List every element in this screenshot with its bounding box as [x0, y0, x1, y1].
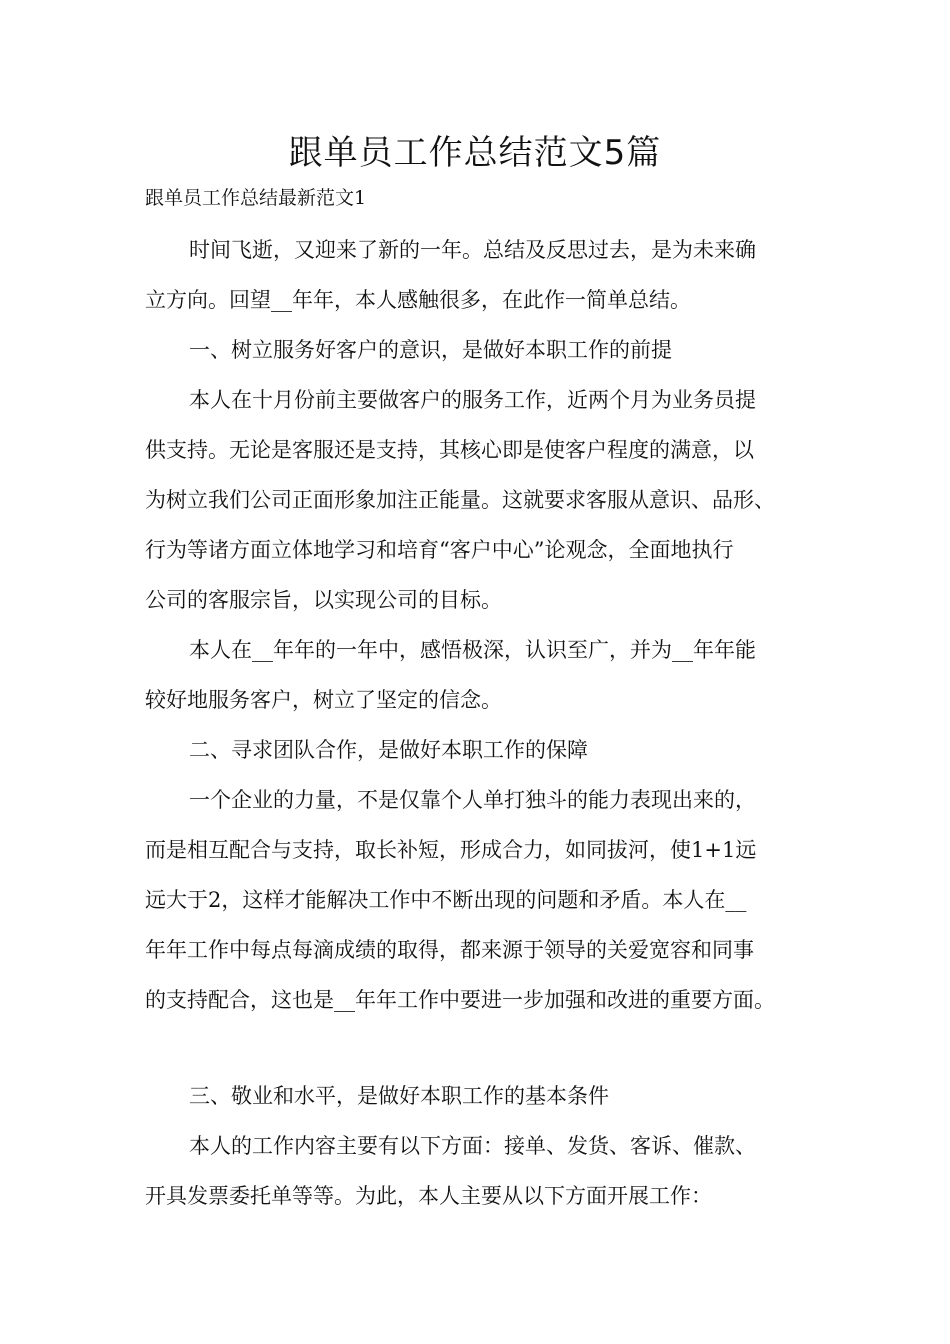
- body-text-block-1: [145, 225, 825, 1025]
- paragraph-line: 本人的工作内容主要有以下方面：接单、发货、客诉、催款、: [189, 1134, 756, 1158]
- paragraph-line: 开具发票委托单等等。为此，本人主要从以下方面开展工作：: [145, 1184, 712, 1208]
- section-heading-line: 二、寻求团队合作，是做好本职工作的保障: [189, 738, 588, 762]
- paragraph-line: 一个企业的力量，不是仅靠个人单打独斗的能力表现出来的，: [189, 788, 756, 812]
- paragraph-line: 远大于2，这样才能解决工作中不断出现的问题和矛盾。本人在__: [145, 888, 747, 912]
- section-heading: 跟单员工作总结最新范文1: [145, 187, 367, 209]
- section-heading-line: 一、树立服务好客户的意识，是做好本职工作的前提: [189, 338, 672, 362]
- paragraph-line: 为树立我们公司正面形象加注正能量。这就要求客服从意识、品形、: [145, 488, 775, 512]
- paragraph-line: 公司的客服宗旨，以实现公司的目标。: [145, 588, 502, 612]
- paragraph-line: 而是相互配合与支持，取长补短，形成合力，如同拔河，使1+1远: [145, 838, 757, 862]
- body-text-block-2: [145, 1071, 825, 1221]
- paragraph-line: 立方向。回望__年年，本人感触很多，在此作一简单总结。: [145, 288, 691, 312]
- document-title: 跟单员工作总结范文5篇: [288, 133, 662, 173]
- paragraph-line: 行为等诸方面立体地学习和培育“客户中心”论观念，全面地执行: [145, 538, 734, 562]
- paragraph-line: 本人在__年年的一年中，感悟极深，认识至广，并为__年年能: [189, 638, 756, 662]
- paragraph-line: 时间飞逝，又迎来了新的一年。总结及反思过去，是为未来确: [189, 238, 756, 262]
- paragraph-line: 年年工作中每点每滴成绩的取得，都来源于领导的关爱宽容和同事: [145, 938, 754, 962]
- section-heading-line: 三、敬业和水平，是做好本职工作的基本条件: [189, 1084, 609, 1108]
- paragraph-line: 较好地服务客户，树立了坚定的信念。: [145, 688, 502, 712]
- paragraph-line: 本人在十月份前主要做客户的服务工作，近两个月为业务员提: [189, 388, 756, 412]
- paragraph-line: 的支持配合，这也是__年年工作中要进一步加强和改进的重要方面。: [145, 988, 775, 1012]
- paragraph-line: 供支持。无论是客服还是支持，其核心即是使客户程度的满意，以: [145, 438, 754, 462]
